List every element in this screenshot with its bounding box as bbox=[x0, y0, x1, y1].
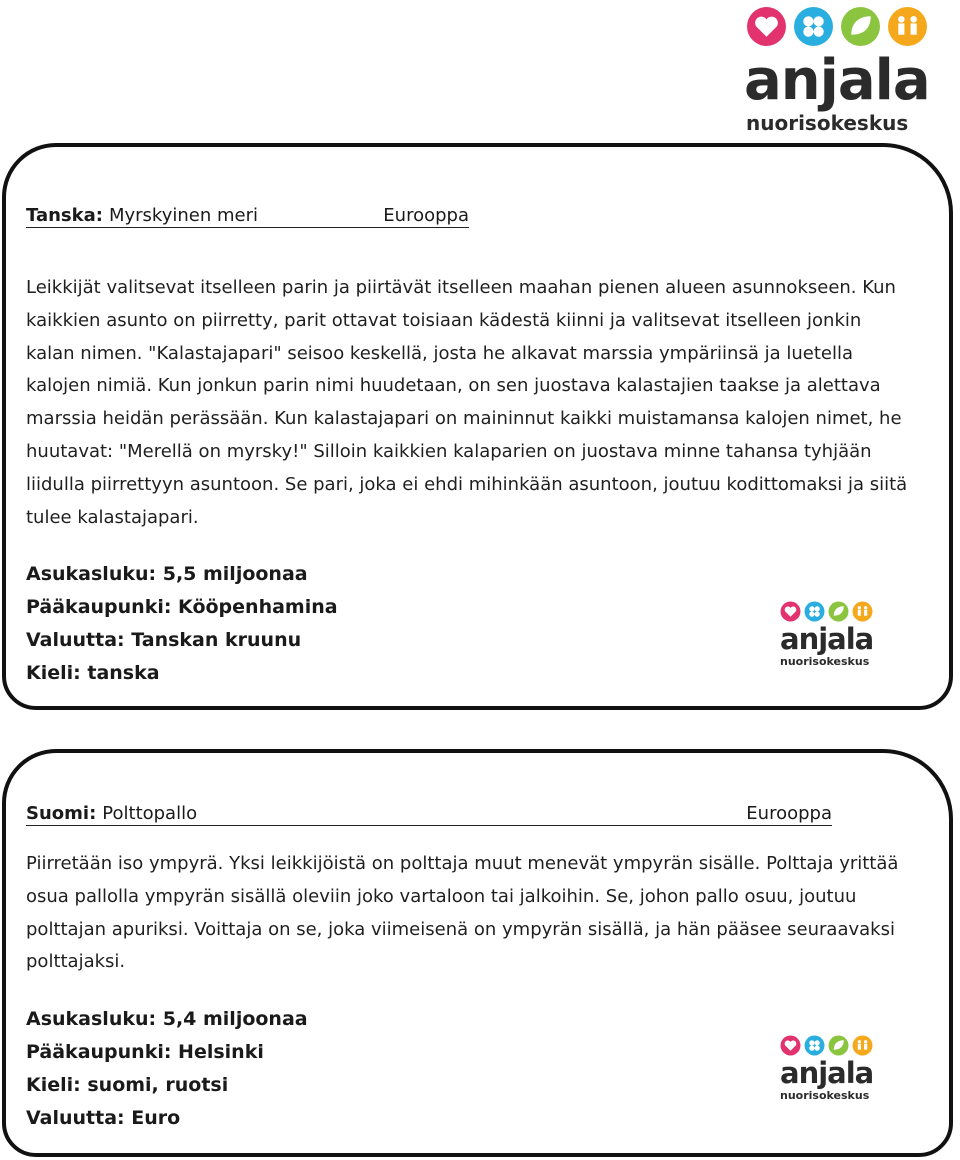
people-icon bbox=[887, 6, 928, 47]
heart-icon bbox=[780, 1035, 801, 1056]
logo-tagline: nuorisokeskus bbox=[780, 655, 870, 668]
fact-currency: Valuutta: Tanskan kruunu bbox=[26, 629, 302, 652]
logo-tagline: nuorisokeskus bbox=[746, 111, 909, 135]
fact-population: Asukasluku: 5,5 miljoonaa bbox=[26, 563, 308, 586]
card-title bbox=[26, 803, 832, 826]
leaf-icon bbox=[828, 601, 849, 622]
heart-icon bbox=[746, 6, 787, 47]
logo-wordmark: anjala bbox=[780, 1056, 874, 1090]
game-description: Piirretään iso ympyrä. Yksi leikkijöistä on polttaja muut menevät ympyrän sisälle. Polttaja yrittää osua pallolla ympyrän sisällä oleviin joko vartaloon tai jalkoihin. Se, johon pallo osuu, joutuu polttajan apuriksi. Voittaja on se, joka viimeisenä on ympyrän sisällä, ja hän pääsee seuraavaksi polttajaksi. bbox=[26, 853, 899, 973]
game-name: Myrskyinen meri bbox=[108, 205, 258, 226]
country-name: Tanska: bbox=[26, 205, 103, 226]
fact-language: Kieli: suomi, ruotsi bbox=[26, 1074, 229, 1097]
leaf-icon bbox=[840, 6, 881, 47]
brand-logo-top bbox=[744, 6, 944, 133]
region-name: Eurooppa bbox=[383, 205, 469, 226]
game-description: Leikkijät valitsevat itselleen parin ja piirtävät itselleen maahan pienen alueen asunnokseen. Kun kaikkien asunto on piirretty, parit ottavat toisiaan kädestä kiinni ja valitsevat itselleen jonkin kalan nimen. "Kalastajapari" seisoo keskellä, josta he alkavat marssia ympäriinsä ja luetella kalojen nimiä. Kun jonkun parin nimi huudetaan, on sen juostava kalastajien taakse ja alettava marssia heidän perässään. Kun kalastajapari on maininnut kaikki muistamansa kalojen nimet, he huutavat: "Merellä on myrsky!" Silloin kaikkien kalaparien on juostava minne tahansa tyhjään liidulla piirrettyyn asuntoon. Se pari, joka ei ehdi mihinkään asuntoon, joutuu kodittomaksi ja siitä tulee kalastajapari. bbox=[26, 277, 908, 528]
logo-wordmark: anjala bbox=[744, 48, 930, 113]
people-icon bbox=[852, 1035, 873, 1056]
people-icon bbox=[852, 601, 873, 622]
fact-population: Asukasluku: 5,4 miljoonaa bbox=[26, 1008, 308, 1031]
brand-logo-small bbox=[780, 601, 890, 667]
game-name: Polttopallo bbox=[102, 803, 198, 824]
fact-capital: Pääkaupunki: Helsinki bbox=[26, 1041, 264, 1064]
country-card-denmark bbox=[2, 143, 953, 710]
fact-capital: Pääkaupunki: Kööpenhamina bbox=[26, 596, 338, 619]
logo-icons bbox=[746, 6, 944, 47]
logo-wordmark: anjala bbox=[780, 622, 874, 656]
country-card-finland bbox=[2, 749, 953, 1157]
heart-icon bbox=[780, 601, 801, 622]
logo-icons bbox=[780, 601, 890, 622]
fact-currency: Valuutta: Euro bbox=[26, 1107, 181, 1130]
logo-tagline: nuorisokeskus bbox=[780, 1089, 870, 1102]
country-name: Suomi: bbox=[26, 803, 97, 824]
region-name: Eurooppa bbox=[746, 803, 832, 824]
clover-icon bbox=[793, 6, 834, 47]
clover-icon bbox=[804, 601, 825, 622]
logo-icons bbox=[780, 1035, 890, 1056]
brand-logo-small bbox=[780, 1035, 890, 1101]
clover-icon bbox=[804, 1035, 825, 1056]
leaf-icon bbox=[828, 1035, 849, 1056]
card-title bbox=[26, 205, 469, 228]
fact-language: Kieli: tanska bbox=[26, 662, 160, 685]
